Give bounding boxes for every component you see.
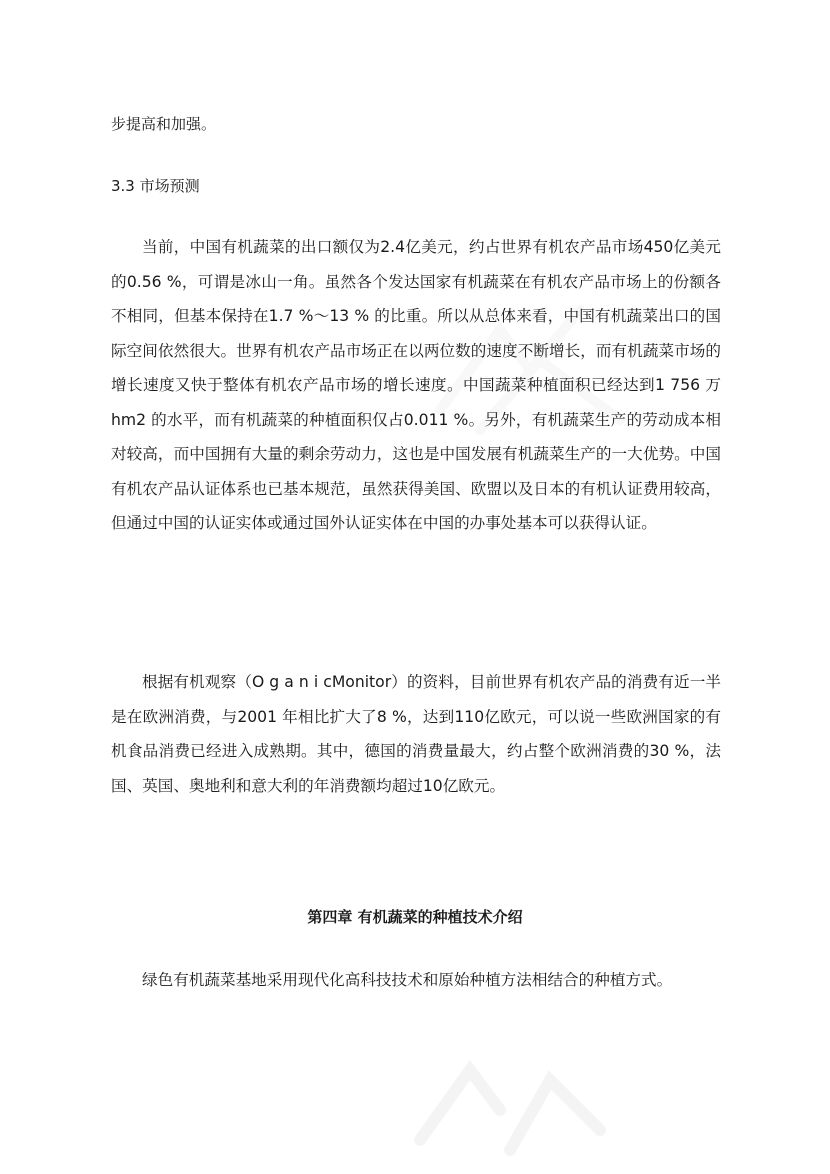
watermark-stamp-icon	[400, 1040, 620, 1160]
paragraph-europe-consumption: 根据有机观察（O g a n i cMonitor）的资料，目前世界有机农产品的消费有近一半是在欧洲消费，与2001 年相比扩大了8 %，达到110亿欧元，可以说一些欧洲国家的有机食品消费已经进入成熟期。其中，德国的消费量最大，约占整个欧洲消费的30 %，法国、英国、奥地利和意大利的年消费额均超过10亿欧元。	[111, 673, 721, 795]
continuation-line: 步提高和加强。	[111, 115, 217, 133]
paragraph-market-export: 当前，中国有机蔬菜的出口额仅为2.4亿美元，约占世界有机农产品市场450亿美元的0.56 %，可谓是冰山一角。虽然各个发达国家有机蔬菜在有机农产品市场上的份额各不相同，但基本保持在1.7 %～13 % 的比重。所以从总体来看，中国有机蔬菜出口的国际空间依然很大。世界有机农产品市场正在以两位数的速度不断增长，而有机蔬菜市场的增长速度又快于整体有机农产品市场的增长速度。中国蔬菜种植面积已经达到1 756 万hm2 的水平，而有机蔬菜的种植面积仅占0.011 %。另外，有机蔬菜生产的劳动成本相对较高，而中国拥有大量的剩余劳动力，这也是中国发展有机蔬菜生产的一大优势。中国有机农产品认证体系也已基本规范，虽然获得美国、欧盟以及日本的有机认证费用较高，但通过中国的认证实体或通过国外认证实体在中国的办事处基本可以获得认证。	[111, 238, 721, 532]
section-heading: 3.3 市场预测	[111, 177, 200, 195]
chapter-title: 第四章 有机蔬菜的种植技术介绍	[307, 908, 523, 926]
paragraph-planting-method: 绿色有机蔬菜基地采用现代化高科技技术和原始种植方法相结合的种植方式。	[142, 971, 673, 989]
